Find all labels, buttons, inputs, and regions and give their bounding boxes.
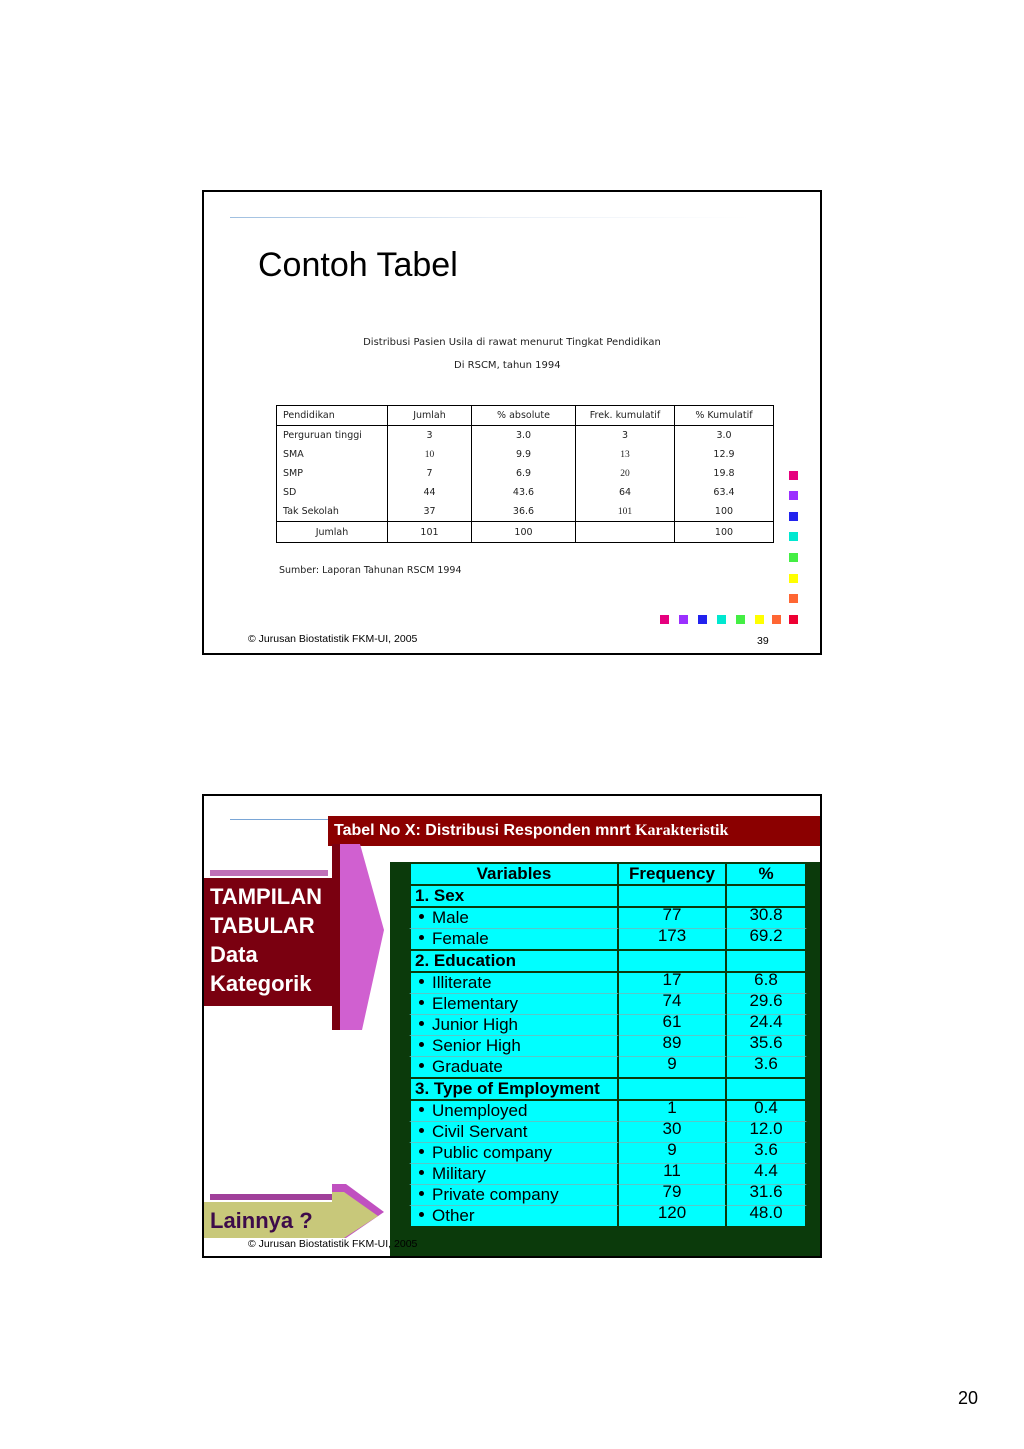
cell: 100 — [472, 522, 576, 543]
cell: 43.6 — [472, 483, 576, 502]
table-row — [409, 908, 807, 929]
deco-square — [755, 615, 764, 624]
table-row — [277, 502, 774, 522]
deco-square — [789, 471, 798, 480]
table-row — [409, 994, 807, 1015]
deco-square — [789, 594, 798, 603]
row-label: Senior High — [432, 1036, 521, 1055]
row-label: Male — [432, 908, 469, 927]
row-frequency: 79 — [662, 1182, 682, 1201]
section-title: 3. Type of Employment — [409, 1079, 619, 1101]
slide-tampilan-tabular — [202, 794, 822, 1258]
table-title-serif: Karakteristik — [635, 822, 729, 839]
deco-square — [679, 615, 688, 624]
deco-square — [698, 615, 707, 624]
row-label: Civil Servant — [432, 1122, 528, 1141]
deco-square — [772, 615, 781, 624]
table-row — [409, 1143, 807, 1164]
row-percent: 35.6 — [749, 1033, 783, 1052]
cell: 3.0 — [472, 426, 576, 446]
cell: 19.8 — [675, 464, 774, 483]
bullet-icon — [419, 1042, 424, 1047]
deco-square — [789, 574, 798, 583]
caption-text: Distribusi Pasien Usila di rawat menurut Tingkat Pendidikan — [363, 337, 661, 348]
cell: 3.0 — [675, 426, 774, 446]
table-title-bar — [328, 816, 821, 846]
row-label: Female — [432, 929, 489, 948]
row-percent: 31.6 — [749, 1182, 783, 1201]
row-percent: 3.6 — [754, 1140, 778, 1159]
row-frequency: 89 — [662, 1033, 682, 1052]
row-frequency: 17 — [662, 970, 682, 989]
table-row — [277, 426, 774, 446]
row-frequency: 173 — [657, 926, 687, 945]
table-row — [409, 1164, 807, 1185]
cell: 64 — [576, 483, 675, 502]
table-row — [409, 1036, 807, 1057]
table-row — [277, 464, 774, 483]
table-row — [277, 445, 774, 464]
col-header-frek-kumulatif: Frek. kumulatif — [576, 406, 675, 426]
cell: 63.4 — [675, 483, 774, 502]
cell: 9.9 — [472, 445, 576, 464]
cell: 100 — [675, 522, 774, 543]
bullet-icon — [419, 1191, 424, 1196]
lainnya-shadow — [210, 1194, 332, 1200]
page-number: 20 — [958, 1388, 979, 1408]
row-frequency: 77 — [662, 905, 682, 924]
col-header-frequency: Frequency — [619, 862, 727, 886]
slide-footer: © Jurusan Biostatistik FKM-UI, 2005 — [248, 1238, 418, 1250]
bullet-icon — [419, 914, 424, 919]
row-frequency: 61 — [662, 1012, 682, 1031]
deco-square — [736, 615, 745, 624]
deco-square — [789, 553, 798, 562]
row-label: Unemployed — [432, 1101, 528, 1120]
col-header-pendidikan: Pendidikan — [277, 406, 388, 426]
bullet-icon — [419, 935, 424, 940]
row-percent: 0.4 — [754, 1098, 778, 1117]
cell: 101 — [388, 522, 472, 543]
bullet-icon — [419, 979, 424, 984]
cell: 100 — [675, 502, 774, 522]
cell: SMP — [277, 464, 388, 483]
row-percent: 30.8 — [749, 905, 783, 924]
row-label: Illiterate — [432, 973, 492, 992]
table-header-row — [277, 406, 774, 426]
cell: 3 — [576, 426, 675, 446]
table-source: Sumber: Laporan Tahunan RSCM 1994 — [279, 565, 462, 576]
section-title: 1. Sex — [409, 886, 619, 908]
bullet-icon — [419, 1063, 424, 1068]
table-row — [409, 973, 807, 994]
slide-number: 39 — [757, 635, 769, 647]
banner-arrow-shape — [330, 844, 392, 1034]
row-label: Public company — [432, 1143, 553, 1162]
row-frequency: 30 — [662, 1119, 682, 1138]
bullet-icon — [419, 1021, 424, 1026]
table-row — [409, 1185, 807, 1206]
table-row — [409, 1057, 807, 1079]
cell: 36.6 — [472, 502, 576, 522]
slide-contoh-tabel — [202, 190, 822, 655]
col-header-absolute: % absolute — [472, 406, 576, 426]
table-row — [277, 483, 774, 502]
bullet-icon — [419, 1000, 424, 1005]
cell: 13 — [576, 445, 675, 464]
row-frequency: 9 — [667, 1140, 677, 1159]
row-frequency: 9 — [667, 1054, 677, 1073]
bullet-icon — [419, 1149, 424, 1154]
cell: 12.9 — [675, 445, 774, 464]
table-caption-line1 — [204, 337, 822, 348]
cell: SD — [277, 483, 388, 502]
deco-square — [789, 615, 798, 624]
col-header-kumulatif: % Kumulatif — [675, 406, 774, 426]
table-row — [409, 1122, 807, 1143]
section-row — [409, 951, 807, 973]
col-header-variables: Variables — [409, 862, 619, 886]
deco-square — [789, 491, 798, 500]
row-percent: 3.6 — [754, 1054, 778, 1073]
cell: 7 — [388, 464, 472, 483]
row-frequency: 74 — [662, 991, 682, 1010]
banner-shadow — [210, 870, 328, 876]
bullet-icon — [419, 1170, 424, 1175]
row-percent: 24.4 — [749, 1012, 783, 1031]
slide-top-line — [230, 217, 750, 218]
respondent-table — [409, 862, 807, 1228]
slide-footer: © Jurusan Biostatistik FKM-UI, 2005 — [248, 633, 418, 645]
cell: 44 — [388, 483, 472, 502]
bullet-icon — [419, 1128, 424, 1133]
bullet-icon — [419, 1107, 424, 1112]
deco-square — [660, 615, 669, 624]
cell: 101 — [576, 502, 675, 522]
row-frequency: 11 — [663, 1161, 681, 1180]
banner-line: TAMPILAN — [210, 884, 323, 909]
deco-square — [789, 512, 798, 521]
section-title: 2. Education — [409, 951, 619, 973]
table-total-row — [277, 522, 774, 543]
slide-title: Contoh Tabel — [258, 246, 458, 284]
lainnya-label: Lainnya ? — [210, 1208, 313, 1233]
deco-square — [717, 615, 726, 624]
row-percent: 4.4 — [754, 1161, 778, 1180]
cell: Tak Sekolah — [277, 502, 388, 522]
table-caption-line2: Di RSCM, tahun 1994 — [454, 360, 561, 371]
section-row — [409, 886, 807, 908]
row-percent: 6.8 — [754, 970, 778, 989]
row-percent: 29.6 — [749, 991, 783, 1010]
section-row — [409, 1079, 807, 1101]
cell: 37 — [388, 502, 472, 522]
cell: SMA — [277, 445, 388, 464]
row-label: Elementary — [432, 994, 518, 1013]
banner-line: TABULAR — [210, 913, 315, 938]
banner-line: Data — [210, 942, 258, 967]
row-label: Military — [432, 1164, 486, 1183]
table-row — [409, 929, 807, 951]
cell: 10 — [388, 445, 472, 464]
row-label: Private company — [432, 1185, 559, 1204]
cell: Jumlah — [277, 522, 388, 543]
row-percent: 69.2 — [749, 926, 783, 945]
table-title: Tabel No X: Distribusi Responden mnrt — [334, 822, 636, 839]
cell: 3 — [388, 426, 472, 446]
deco-square — [789, 532, 798, 541]
lainnya-arrow-shape — [328, 1184, 388, 1240]
education-table — [276, 405, 774, 543]
cell: Perguruan tinggi — [277, 426, 388, 446]
bullet-icon — [419, 1212, 424, 1217]
slide-top-line — [230, 819, 330, 820]
row-label: Graduate — [432, 1057, 503, 1076]
row-label: Other — [432, 1206, 475, 1225]
cell: 20 — [576, 464, 675, 483]
table-row — [409, 1101, 807, 1122]
row-percent: 12.0 — [749, 1119, 783, 1138]
cell — [576, 522, 675, 543]
banner-line: Kategorik — [210, 971, 312, 996]
table-row — [409, 1015, 807, 1036]
row-frequency: 1 — [667, 1098, 677, 1117]
row-frequency: 120 — [657, 1203, 687, 1222]
col-header-percent: % — [727, 862, 807, 886]
cell: 6.9 — [472, 464, 576, 483]
row-percent: 48.0 — [749, 1203, 783, 1222]
row-label: Junior High — [432, 1015, 518, 1034]
col-header-jumlah: Jumlah — [388, 406, 472, 426]
banner-text — [210, 882, 322, 998]
table-row — [409, 1206, 807, 1228]
table-header-row — [409, 862, 807, 886]
